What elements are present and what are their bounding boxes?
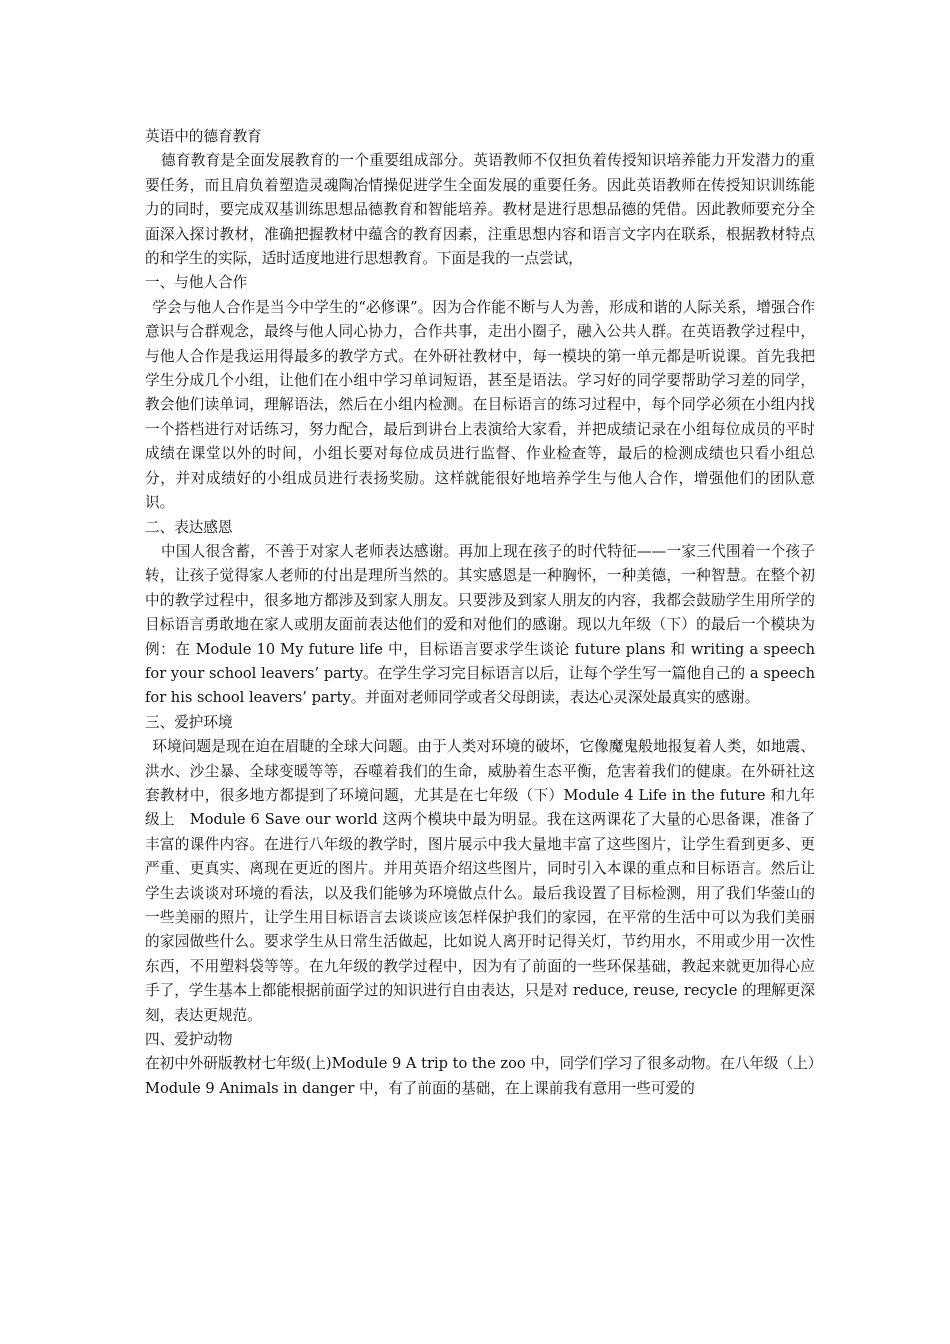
section-heading-cooperation: 一、与他人合作 <box>145 274 248 292</box>
section-body-gratitude: 中国人很含蓄，不善于对家人老师表达感谢。再加上现在孩子的时代特征——一家三代围着一个孩子转，让孩子觉得家人老师的付出是理所当然的。其实感恩是一种胸怀，一种美德，一种智慧。在整个初中的教学过程中，很多地方都涉及到家人朋友。只要涉及到家人朋友的内容，我都会鼓励学生用所学的目标语言勇敢地在家人或朋友面前表达他们的爱和对他们的感谢。现以九年级（下）的最后一个模块为例：在 Module 10 My future life 中，目标语言要求学生谈论 future plans 和 writing a speech for your school leavers’ party。在学生学习完目标语言以后，让每个学生写一篇他自己的 a speech for his school leavers’ party。并面对老师同学或者父母朗读，表达心灵深处最真实的感谢。 <box>145 542 815 707</box>
section-heading-environment: 三、爱护环境 <box>145 713 233 731</box>
section-body-cooperation: 学会与他人合作是当今中学生的“必修课”。因为合作能不断与人为善，形成和谐的人际关系，增强合作意识与合群观念，最终与他人同心协力，合作共事，走出小圈子，融入公共人群。在英语教学过程中，与他人合作是我运用得最多的教学方式。在外研社教材中，每一模块的第一单元都是听说课。首先我把学生分成几个小组，让他们在小组中学习单词短语，甚至是语法。学习好的同学要帮助学习差的同学，教会他们读单词，理解语法，然后在小组内检测。在目标语言的练习过程中，每个同学必须在小组内找一个搭档进行对话练习，努力配合，最后到讲台上表演给大家看，并把成绩记录在小组每位成员的平时成绩在课堂以外的时间，小组长要对每位成员进行监督、作业检查等，最后的检测成绩也只看小组总分，并对成绩好的小组成员进行表扬奖励。这样就能很好地培养学生与他人合作，增强他们的团队意识。 <box>145 298 815 512</box>
document-page <box>145 125 815 1101</box>
document-title: 英语中的德育教育 <box>145 128 262 145</box>
section-heading-animals: 四、爱护动物 <box>145 1031 233 1049</box>
section-body-environment: 环境问题是现在迫在眉睫的全球大问题。由于人类对环境的破坏，它像魔鬼般地报复着人类，如地震、洪水、沙尘暴、全球变暖等等，吞噬着我们的生命，威胁着生态平衡，危害着我们的健康。在外研社这套教材中，很多地方都提到了环境问题，尤其是在七年级（下）Module 4 Life in the future 和九年级上 Module 6 Save our world 这两个模块中最为明显。我在这两课花了大量的心思备课，准备了丰富的课件内容。在进行八年级的教学时，图片展示中我大量地丰富了这些图片，让学生看到更多、更严重、更真实、离现在更近的图片。并用英语介绍这些图片，同时引入本课的重点和目标语言。然后让学生去谈谈对环境的看法，以及我们能够为环境做点什么。最后我设置了目标检测，用了我们华蓥山的一些美丽的照片，让学生用目标语言去谈谈应该怎样保护我们的家园，在平常的生活中可以为我们美丽的家园做些什么。要求学生从日常生活做起，比如说人离开时记得关灯，节约用水，不用或少用一次性东西，不用塑料袋等等。在九年级的教学过程中，因为有了前面的一些环保基础，教起来就更加得心应手了，学生基本上都能根据前面学过的知识进行自由表达，只是对 reduce, reuse, recycle 的理解更深刻，表达更规范。 <box>145 738 815 1024</box>
intro-paragraph: 德育教育是全面发展教育的一个重要组成部分。英语教师不仅担负着传授知识培养能力开发潜力的重要任务，而且肩负着塑造灵魂陶冶情操促进学生全面发展的重要任务。因此英语教师在传授知识训练能力的同时，要完成双基训练思想品德教育和智能培养。教材是进行思想品德的凭借。因此教师要充分全面深入探讨教材，准确把握教材中蕴含的教育因素，注重思想内容和语言文字内在联系，根据教材特点的和学生的实际，适时适度地进行思想教育。下面是我的一点尝试， <box>145 152 815 268</box>
section-heading-gratitude: 二、表达感恩 <box>145 518 233 536</box>
section-body-animals: 在初中外研版教材七年级(上)Module 9 A trip to the zoo 中，同学们学习了很多动物。在八年级（上）Module 9 Animals in danger 中，有了前面的基础，在上课前我有意用一些可爱的 <box>145 1055 815 1097</box>
